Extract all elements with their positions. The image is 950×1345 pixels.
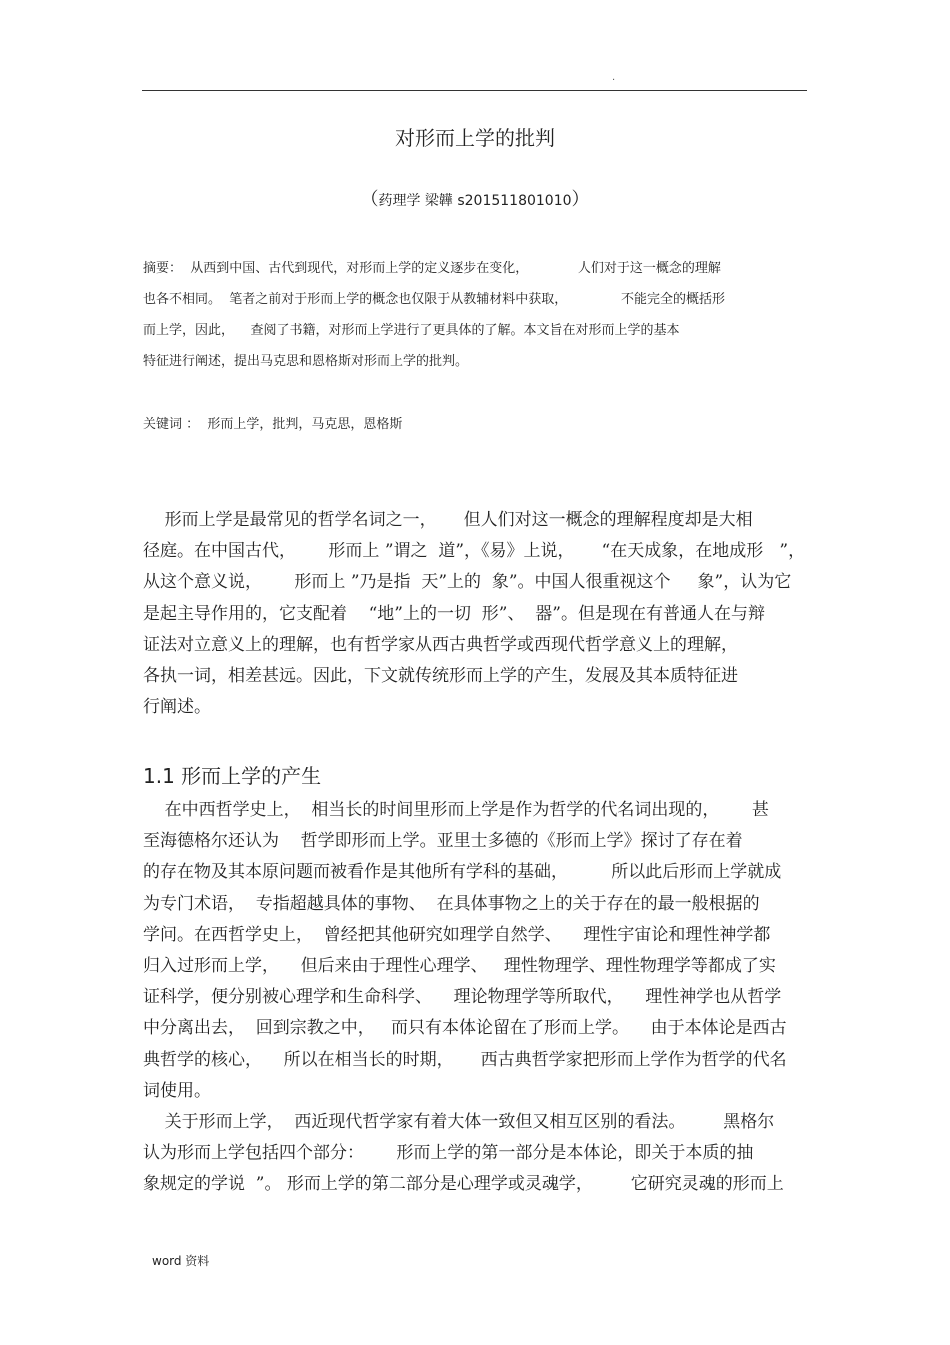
abstract-line: 而上学，因此， 查阅了书籍，对形而上学进行了更具体的了解。本文旨在对形而上学的基本 [143, 323, 680, 338]
author-open-paren: （ [360, 189, 379, 210]
abstract-line: 摘要： 从西到中国、古代到现代，对形而上学的定义逐步在变化， 人们对于这一概念的理解 [143, 261, 721, 276]
author-line [0, 185, 950, 211]
body-line: 是起主导作用的，它支配着 “地”上的一切 形”、 器”。但是现在有普通人在与辩 [143, 603, 765, 624]
author-text: 药理学 梁韡 s201511801010 [378, 193, 572, 209]
header-mark: . [612, 72, 616, 83]
body-line: 象规定的学说 ”。 形而上学的第二部分是心理学或灵魂学， 它研究灵魂的形而上 [143, 1174, 784, 1195]
body-line: 词使用。 [143, 1080, 211, 1101]
body-line: 从这个意义说， 形而上 ”乃是指 天”上的 象”。中国人很重视这个 象”，认为它 [143, 572, 792, 593]
abstract [143, 253, 808, 377]
body-line: 各执一词，相差甚远。因此，下文就传统形而上学的产生，发展及其本质特征进 [143, 665, 738, 686]
section-body [143, 795, 808, 1200]
footer-label: word 资料 [152, 1254, 210, 1268]
abstract-line: 也各不相同。 笔者之前对于形而上学的概念也仅限于从教辅材料中获取， 不能完全的概括形 [143, 292, 725, 307]
body-line: 证科学，便分别被心理学和生命科学、 理论物理学等所取代， 理性神学也从哲学 [143, 987, 782, 1008]
body-line: 认为形而上学包括四个部分： 形而上学的第一部分是本体论，即关于本质的抽 [143, 1143, 754, 1164]
body-line: 行阐述。 [143, 697, 211, 718]
body-line: 归入过形而上学， 但后来由于理性心理学、 理性物理学、理性物理学等都成了实 [143, 955, 776, 976]
document-title: 对形而上学的批判 [395, 126, 555, 150]
body-line: 中分离出去， 回到宗教之中， 而只有本体论留在了形而上学。 由于本体论是西古 [143, 1018, 787, 1039]
body-line: 至海德格尔还认为 哲学即形而上学。亚里士多德的《形而上学》探讨了存在着 [143, 831, 743, 852]
section-heading: 1.1 形而上学的产生 [143, 764, 322, 788]
abstract-line: 特征进行阐述，提出马克思和恩格斯对形而上学的批判。 [143, 354, 469, 369]
body-line: 证法对立意义上的理解，也有哲学家从西古典哲学或西现代哲学意义上的理解， [143, 634, 738, 655]
body-line: 的存在物及其本原问题而被看作是其他所有学科的基础， 所以此后形而上学就成 [143, 862, 782, 883]
body-line: 学问。在西哲学史上， 曾经把其他研究如理学自然学、 理性宇宙论和理性神学都 [143, 924, 771, 945]
body-line: 形而上学是最常见的哲学名词之一， 但人们对这一概念的理解程度却是大相 [143, 510, 753, 530]
intro-paragraph [143, 505, 808, 723]
body-line: 典哲学的核心， 所以在相当长的时期， 西古典哲学家把形而上学作为哲学的代名 [143, 1049, 787, 1070]
body-line: 径庭。在中国古代， 形而上 ”谓之 道”，《易》上说， “在天成象，在地成形 ”， [143, 541, 806, 562]
body-line: 为专门术语， 专指超越具体的事物、 在具体事物之上的关于存在的最一般根据的 [143, 893, 760, 914]
author-close-paren: ） [571, 189, 590, 210]
keywords: 关键词 ： 形而上学，批判，马克思，恩格斯 [143, 417, 403, 432]
body-line: 在中西哲学史上， 相当长的时间里形而上学是作为哲学的代名词出现的， 甚 [143, 800, 769, 820]
body-line: 关于形而上学， 西近现代哲学家有着大体一致但又相互区别的看法。 黑格尔 [143, 1111, 775, 1132]
header-rule [142, 90, 807, 91]
